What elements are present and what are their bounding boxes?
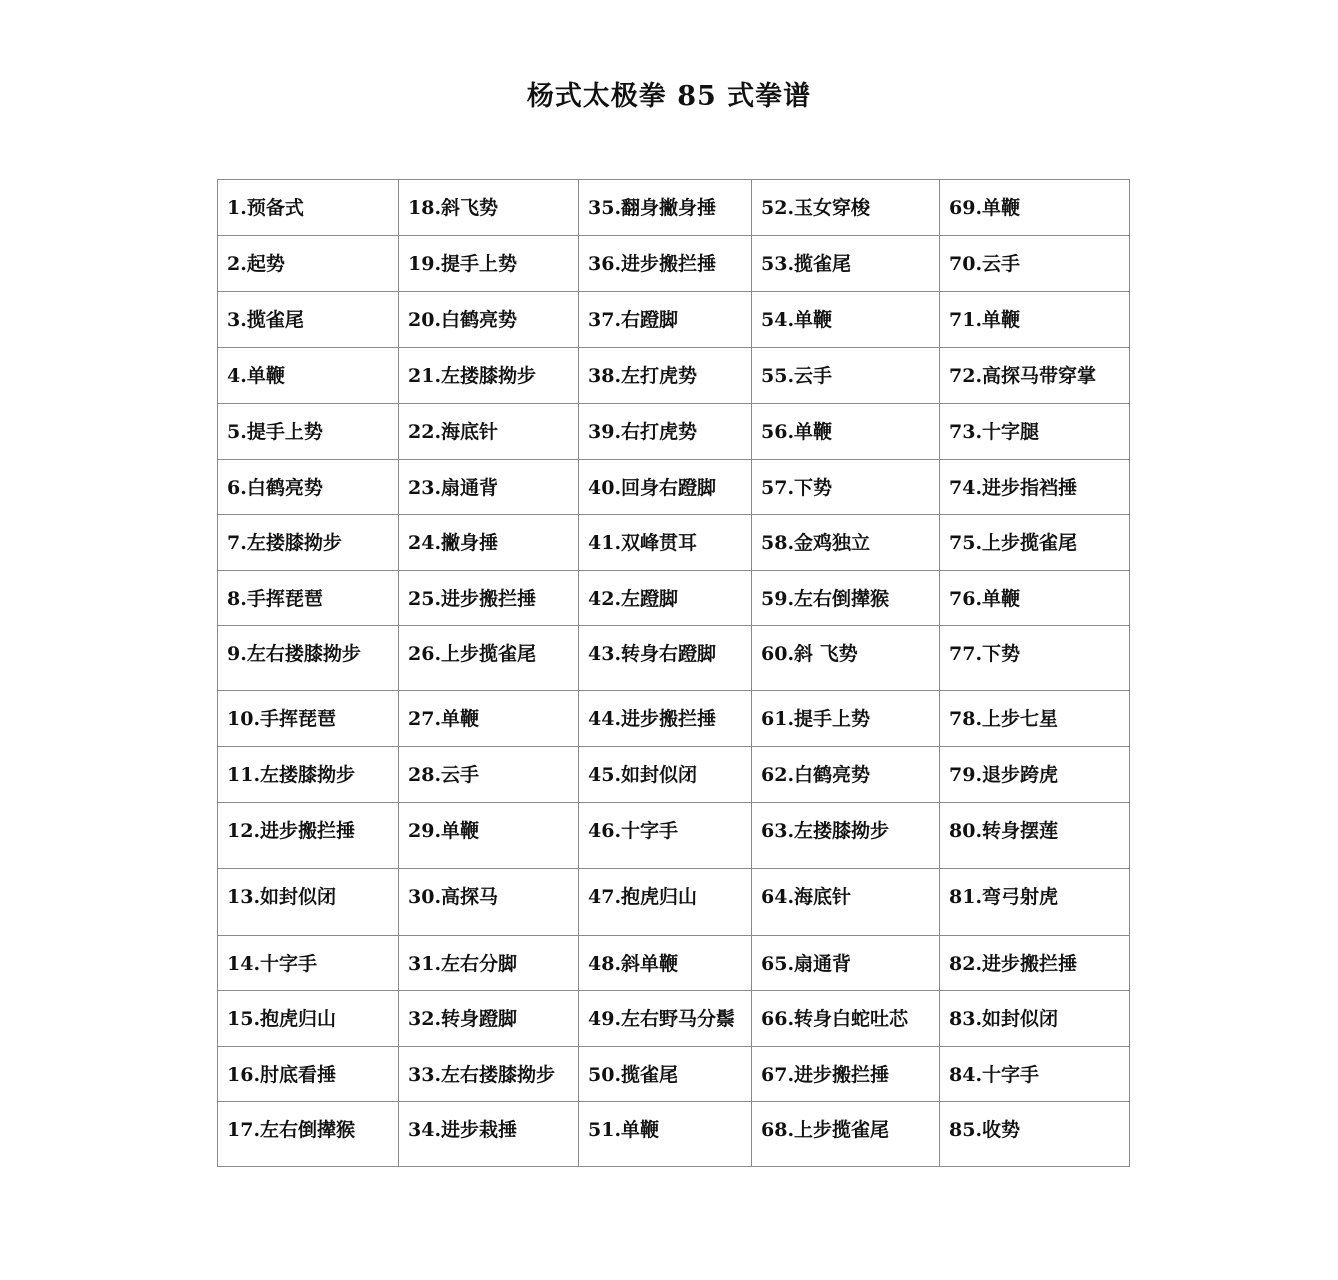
table-row (218, 626, 1130, 691)
table-cell: 35.翻身撇身捶 (579, 180, 752, 236)
table-cell: 72.高探马带穿掌 (940, 348, 1130, 404)
table-cell: 13.如封似闭 (218, 869, 399, 936)
forms-table (217, 179, 1130, 1167)
table-cell: 39.右打虎势 (579, 404, 752, 460)
table-cell: 51.单鞭 (579, 1102, 752, 1167)
table-cell: 20.白鹤亮势 (399, 292, 579, 348)
table-row (218, 691, 1130, 747)
table-row (218, 747, 1130, 803)
table-cell: 37.右蹬脚 (579, 292, 752, 348)
table-cell: 61.提手上势 (752, 691, 940, 747)
table-row (218, 236, 1130, 292)
table-row (218, 991, 1130, 1047)
table-cell: 27.单鞭 (399, 691, 579, 747)
table-cell: 15.抱虎归山 (218, 991, 399, 1047)
document-title: 杨式太极拳 85 式拳谱 (526, 81, 812, 112)
table-cell: 36.进步搬拦捶 (579, 236, 752, 292)
table-cell: 11.左搂膝拗步 (218, 747, 399, 803)
table-cell: 71.单鞭 (940, 292, 1130, 348)
table-cell: 77.下势 (940, 626, 1130, 691)
table-cell: 66.转身白蛇吐芯 (752, 991, 940, 1047)
table-cell: 49.左右野马分鬃 (579, 991, 752, 1047)
table-cell: 44.进步搬拦捶 (579, 691, 752, 747)
table-row (218, 404, 1130, 460)
table-cell: 73.十字腿 (940, 404, 1130, 460)
table-cell: 10.手挥琵琶 (218, 691, 399, 747)
table-cell: 76.单鞭 (940, 571, 1130, 626)
table-cell: 25.进步搬拦捶 (399, 571, 579, 626)
table-cell: 70.云手 (940, 236, 1130, 292)
table-cell: 48.斜单鞭 (579, 936, 752, 991)
table-cell: 79.退步跨虎 (940, 747, 1130, 803)
table-cell: 75.上步揽雀尾 (940, 515, 1130, 571)
table-cell: 62.白鹤亮势 (752, 747, 940, 803)
table-cell: 63.左搂膝拗步 (752, 803, 940, 869)
table-row (218, 180, 1130, 236)
table-cell: 57.下势 (752, 460, 940, 515)
table-cell: 59.左右倒撵猴 (752, 571, 940, 626)
table-cell: 1.预备式 (218, 180, 399, 236)
table-cell: 6.白鹤亮势 (218, 460, 399, 515)
table-cell: 18.斜飞势 (399, 180, 579, 236)
table-cell: 54.单鞭 (752, 292, 940, 348)
table-cell: 80.转身摆莲 (940, 803, 1130, 869)
table-cell: 32.转身蹬脚 (399, 991, 579, 1047)
table-cell: 24.撇身捶 (399, 515, 579, 571)
table-cell: 29.单鞭 (399, 803, 579, 869)
table-cell: 19.提手上势 (399, 236, 579, 292)
table-cell: 84.十字手 (940, 1047, 1130, 1102)
table-cell: 12.进步搬拦捶 (218, 803, 399, 869)
table-cell: 22.海底针 (399, 404, 579, 460)
table-cell: 65.扇通背 (752, 936, 940, 991)
table-cell: 34.进步栽捶 (399, 1102, 579, 1167)
table-cell: 50.揽雀尾 (579, 1047, 752, 1102)
table-cell: 8.手挥琵琶 (218, 571, 399, 626)
table-cell: 53.揽雀尾 (752, 236, 940, 292)
table-row (218, 1047, 1130, 1102)
table-cell: 16.肘底看捶 (218, 1047, 399, 1102)
table-cell: 83.如封似闭 (940, 991, 1130, 1047)
table-row (218, 869, 1130, 936)
table-cell: 9.左右搂膝拗步 (218, 626, 399, 691)
table-cell: 52.玉女穿梭 (752, 180, 940, 236)
table-cell: 45.如封似闭 (579, 747, 752, 803)
table-row (218, 936, 1130, 991)
table-cell: 64.海底针 (752, 869, 940, 936)
table-cell: 74.进步指裆捶 (940, 460, 1130, 515)
table-cell: 78.上步七星 (940, 691, 1130, 747)
table-row (218, 460, 1130, 515)
table-cell: 3.揽雀尾 (218, 292, 399, 348)
table-cell: 5.提手上势 (218, 404, 399, 460)
table-row (218, 803, 1130, 869)
table-cell: 41.双峰贯耳 (579, 515, 752, 571)
table-row (218, 571, 1130, 626)
table-cell: 81.弯弓射虎 (940, 869, 1130, 936)
table-cell: 58.金鸡独立 (752, 515, 940, 571)
table-cell: 40.回身右蹬脚 (579, 460, 752, 515)
table-row (218, 1102, 1130, 1167)
table-cell: 68.上步揽雀尾 (752, 1102, 940, 1167)
forms-table-body (218, 180, 1130, 1167)
table-cell: 55.云手 (752, 348, 940, 404)
table-cell: 30.高探马 (399, 869, 579, 936)
table-row (218, 348, 1130, 404)
table-cell: 60.斜 飞势 (752, 626, 940, 691)
table-cell: 56.单鞭 (752, 404, 940, 460)
table-row (218, 515, 1130, 571)
table-cell: 82.进步搬拦捶 (940, 936, 1130, 991)
table-cell: 21.左搂膝拗步 (399, 348, 579, 404)
table-row (218, 292, 1130, 348)
table-cell: 23.扇通背 (399, 460, 579, 515)
table-cell: 17.左右倒撵猴 (218, 1102, 399, 1167)
table-cell: 69.单鞭 (940, 180, 1130, 236)
table-cell: 7.左搂膝拗步 (218, 515, 399, 571)
table-cell: 42.左蹬脚 (579, 571, 752, 626)
table-cell: 38.左打虎势 (579, 348, 752, 404)
table-cell: 31.左右分脚 (399, 936, 579, 991)
table-cell: 67.进步搬拦捶 (752, 1047, 940, 1102)
table-cell: 4.单鞭 (218, 348, 399, 404)
table-cell: 33.左右搂膝拗步 (399, 1047, 579, 1102)
table-cell: 28.云手 (399, 747, 579, 803)
table-cell: 2.起势 (218, 236, 399, 292)
table-cell: 46.十字手 (579, 803, 752, 869)
table-cell: 47.抱虎归山 (579, 869, 752, 936)
table-cell: 43.转身右蹬脚 (579, 626, 752, 691)
table-cell: 85.收势 (940, 1102, 1130, 1167)
table-cell: 14.十字手 (218, 936, 399, 991)
table-cell: 26.上步揽雀尾 (399, 626, 579, 691)
